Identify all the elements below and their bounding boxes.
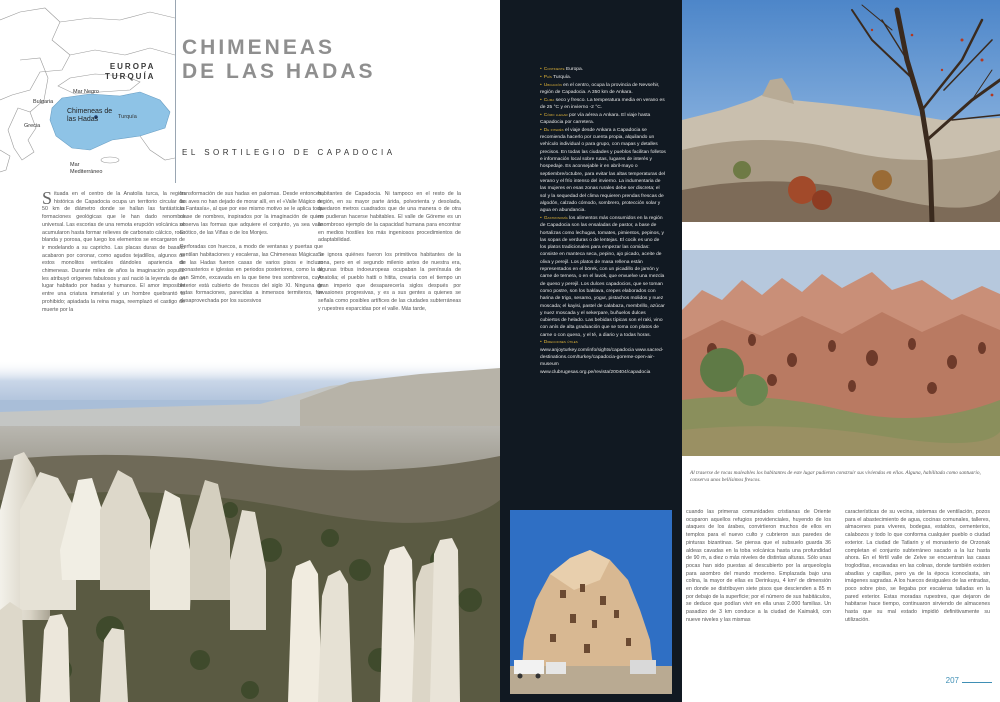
label-med-sea-2: Mediterráneo — [70, 169, 103, 175]
info-item-climate: • Clima seco y fresco. La temperatura media en verano es de 25 °C y en invierno -2 °C. — [540, 97, 665, 110]
info-item-continent: • Continente Europa. — [540, 67, 584, 72]
title-line-1: CHIMENEAS — [182, 36, 336, 59]
page-number-rule — [962, 682, 992, 683]
paragraph — [42, 188, 185, 314]
paragraph: Perforadas con huecos, a modo de ventanas y puertas que ventilan habitaciones y escaleras, las Chimeneas Mágicas o de las Hadas fueron casas de varios pisos e incluso monasterios e iglesias en periodos posteriores, como la de san Simón, excavada en la que tiene tres sombreros, cuyo interior está cubierto de frescos del siglo XI. Ninguna de estas formaciones, parecidas a inmensos termiteros, fue desaprovechada por los sucesivos — [180, 244, 323, 305]
bullet-icon: • — [540, 74, 542, 80]
uchisar-tree-photo — [682, 0, 1000, 222]
paragraph-text: ituada en el centro de la Anatolia turca, la región histórica de Capadocia ocupa un territorio circular de 50 km de diámetro donde se hallan las fantásticas formaciones geológicas que le han dado renombre universal. Las escorias de una remota erupción volcánica se acumularon hasta formar relieves de carbonato cálcico, roca blanda y porosa, que luego los elementos se encargaron de ir modelando a su capricho. Las placas duras de basalto acabaron por coronar, como agudos tejadillos, algunos de estos monolitos verticales dándoles apariencia de chimeneas. Durante miles de años la imaginación popular les atribuyó orígenes fabulosos y así nació la leyenda de un lugar habitado por hadas y humanos. El amor imposible entre una criatura inmaterial y un hombre quebrantó lo prohibido; apiadada la reina maga, reemplazó el castigo de muerte por la — [42, 191, 185, 313]
bullet-icon: • — [540, 127, 542, 133]
info-item-interest: • De interés el viaje desde Ankara a Capadocia se recomienda hacerlo por cuenta propia, alquilando un vehículo individual o para grupo, con mapas y detalles precisos. En todas las ciudades y pueblos facilitan folletos e información local sobre rutas, lugares de interés y hospedaje. Es aconsejable ir en abril-mayo o septiembre/octubre, para evitar las altas temperaturas del verano y el frío intenso del invierno. La indumentaria de las mujeres en esas zonas rurales debe ser discreta; el sol y la sequedad del clima requieren prendas frescas de algodón, calzado cómodo, sombrero, protección solar y agua en abundancia. — [540, 127, 666, 214]
dropcap: S — [42, 188, 53, 208]
region-turkey: TURQUÍA — [105, 72, 156, 81]
info-item-how-to-get: • Cómo llegar por vía aérea a Ankara. El viaje hasta Capadocia por carretera. — [540, 112, 651, 126]
article-column-3 — [318, 191, 461, 321]
bullet-icon: • — [540, 112, 542, 118]
page-title — [182, 36, 376, 84]
title-line-2: DE LAS HADAS — [182, 60, 376, 83]
label-turkey: Turquía — [118, 114, 137, 120]
label-black-sea: Mar Negro — [73, 89, 99, 95]
bullet-icon: • — [540, 215, 542, 221]
bullet-icon: • — [540, 340, 542, 346]
label-greece: Grecia — [24, 123, 41, 129]
cave-dwellings-photo — [682, 250, 1000, 456]
region-europe: EUROPA — [109, 62, 156, 71]
rock-castle-photo — [510, 510, 672, 694]
info-item-country: • País Turquía. — [540, 74, 572, 80]
right-column-1: cuando las primeras comunidades cristianas de Oriente ocuparon aquellos refugios providenciales, huyendo de los ataques de los árabes, convirtieron muchos de ellos en templos para el nuevo culto y cubrieron sus paredes de pinturas bizantinas. Se piensa que el subsuelo guarda 36 aldeas cavadas en la toba volcánica hasta una profundidad de 90 m, a diez o más niveles de distintas alturas. Sólo unas pocas han sido puestas al descubierto por la arqueología para asombro del mundo moderno. Emplazada bajo una colina, la mayor de ellas es Derinkuyu, 4 km² de dimensión en donde se distribuyen siete pisos que descienden a 85 m por debajo de la superficie; por el número de sus habitáculos, se deduce que podían vivir en ella unas 2.000 familias. Un pasadizo de 3 km conduce a la ciudad de Kaimakli, con nueve niveles y las mismas — [686, 509, 831, 623]
paragraph: Se ignora quiénes fueron los primitivos habitantes de la zona, pero en el segundo milenio antes de nuestra era, algunas tribus indoeuropeas ocupaban la península de Anatolia; el pueblo hatti o hitita, crearía con el tiempo un gran imperio que desaparecería siglos después por invasiones progresivas, y es a sus gentes a quienes se señala como posibles artífices de las ciudades subterráneas y rupestres esparcidas por el valle. Más tarde, — [318, 251, 461, 312]
page-subtitle: EL SORTILEGIO DE CAPADOCIA — [182, 148, 396, 157]
label-med-sea-1: Mar — [70, 162, 80, 168]
bullet-icon: • — [540, 97, 542, 103]
info-item-location: • Ubicación en el centro, ocupa la provincia de Nevsehir, región de Capadocia. A 350 km de Ankara. — [540, 82, 660, 95]
page-number: 207 — [945, 676, 959, 685]
info-item-gastronomy: • Gastronomía los alimentos más consumidos en la región de Capadocia son las ensaladas de pastor, a base de hortalizas como lechugas, tomates, pimientos, pepinos, y las sopas de verduras o de lentejas. El cocik es uno de los platos tradicionales para empezar las comidas: consiste en manteca seca, pepino, ajo picado, aceite de oliva y perejil. Los platos de masa rellena están representados en el börek, con un picadillo de jamón y carne de ternera, o en el lavok, que envuelve una mezcla de queso y perejil. Los dulces capadocios, que se toman como postre, son los baklava, crepes elaborados con harina de trigo, sesamo, yogur, pistachos molidos y nuez moscada; el kayisi, pastel de calabaza, membrillo, azúcar y nuez moscada y el sekerpare, buñuelos dulces cubiertos de helado. Las bebidas típicas son el raki, vino con anís de alta graduación que se toma con platos de carne o con queso, y el té, a diario y a todas horas. — [540, 215, 665, 338]
paragraph: habitantes de Capadocia. Ni tampoco en el resto de la región, en su mayor parte árida, polvorienta y desolada, quedaron metros cuadrados que de una manera o de otra no pudieran hacerse habitables. El valle de Göreme es un asombroso ejemplo de la capacidad humana para encontrar en medios hostiles los más ingeniosos procedimientos de adaptabilidad. — [318, 191, 461, 244]
fairy-chimneys-landscape-photo — [0, 360, 500, 702]
info-item-addresses: • Direcciones útiles www.anjoyturkey.com/info/sights/capadocia www.sacred-destinations.com/turkey/capadocia-goreme-open-air-museum www.clubrugesas.org.pe/revista/200404/capadocia — [540, 340, 664, 375]
label-fairy-chimneys-2: las Hadas — [67, 116, 99, 123]
article-column-2 — [180, 191, 323, 313]
label-fairy-chimneys-1: Chimeneas de — [67, 108, 113, 115]
bullet-icon: • — [540, 82, 542, 88]
right-column-2: características de su vecina, sistemas de ventilación, pozos para el abastecimiento de agua, cocinas comunales, talleres, almacenes para víveres, bodegas, establos, cementerios, calabozos y todo lo que conforma cualquier pueblo o ciudad exterior. La ciudad de Tatlarin y el monasterio de Orzonak completan el conjunto subterráneo sacado a la luz hasta ahora. En el fértil valle de Zelve se encuentran las casas trogloditas, excavadas en las colinas, donde también existen abadías y capillas, pero ya de la época iconoclasta, sin imágenes sagradas. A los huecos desiguales de las entradas, poco sobre piso, se llegaba por escaleras talladas en la pared exterior. Estas moradas rupestres, que dejaron de habitarse hace tiempo, continuaron sirviendo de almacenes hasta que su mal estado impidió definitivamente su utilización. — [845, 509, 990, 623]
bullet-icon: • — [540, 67, 542, 72]
photo-caption: Al traserse de rocas maleables los habitantes de este lugar pudieron construir sus viviendas en ellas. Alguna, habilitada como santuario, conserva unos bellísimos frescos. — [690, 470, 981, 484]
location-map — [0, 0, 175, 182]
travel-info-list — [540, 66, 666, 376]
paragraph: transformación de sus hadas en palomas. Desde entonces, las aves no han dejado de morar allí, en el «Valle Mágico de la Fantasía», al que por ese mismo motivo se le aplica toda clase de nombres, inspirados por la imaginación de quien observa las formas que adquiere el conjunto, ya sea valle Erótico, de las Viñas o de los Monjes. — [180, 191, 323, 236]
right-page — [500, 0, 1000, 702]
article-column-1 — [42, 188, 185, 321]
label-bulgaria: Bulgaria — [33, 99, 54, 105]
map-divider — [175, 0, 176, 183]
